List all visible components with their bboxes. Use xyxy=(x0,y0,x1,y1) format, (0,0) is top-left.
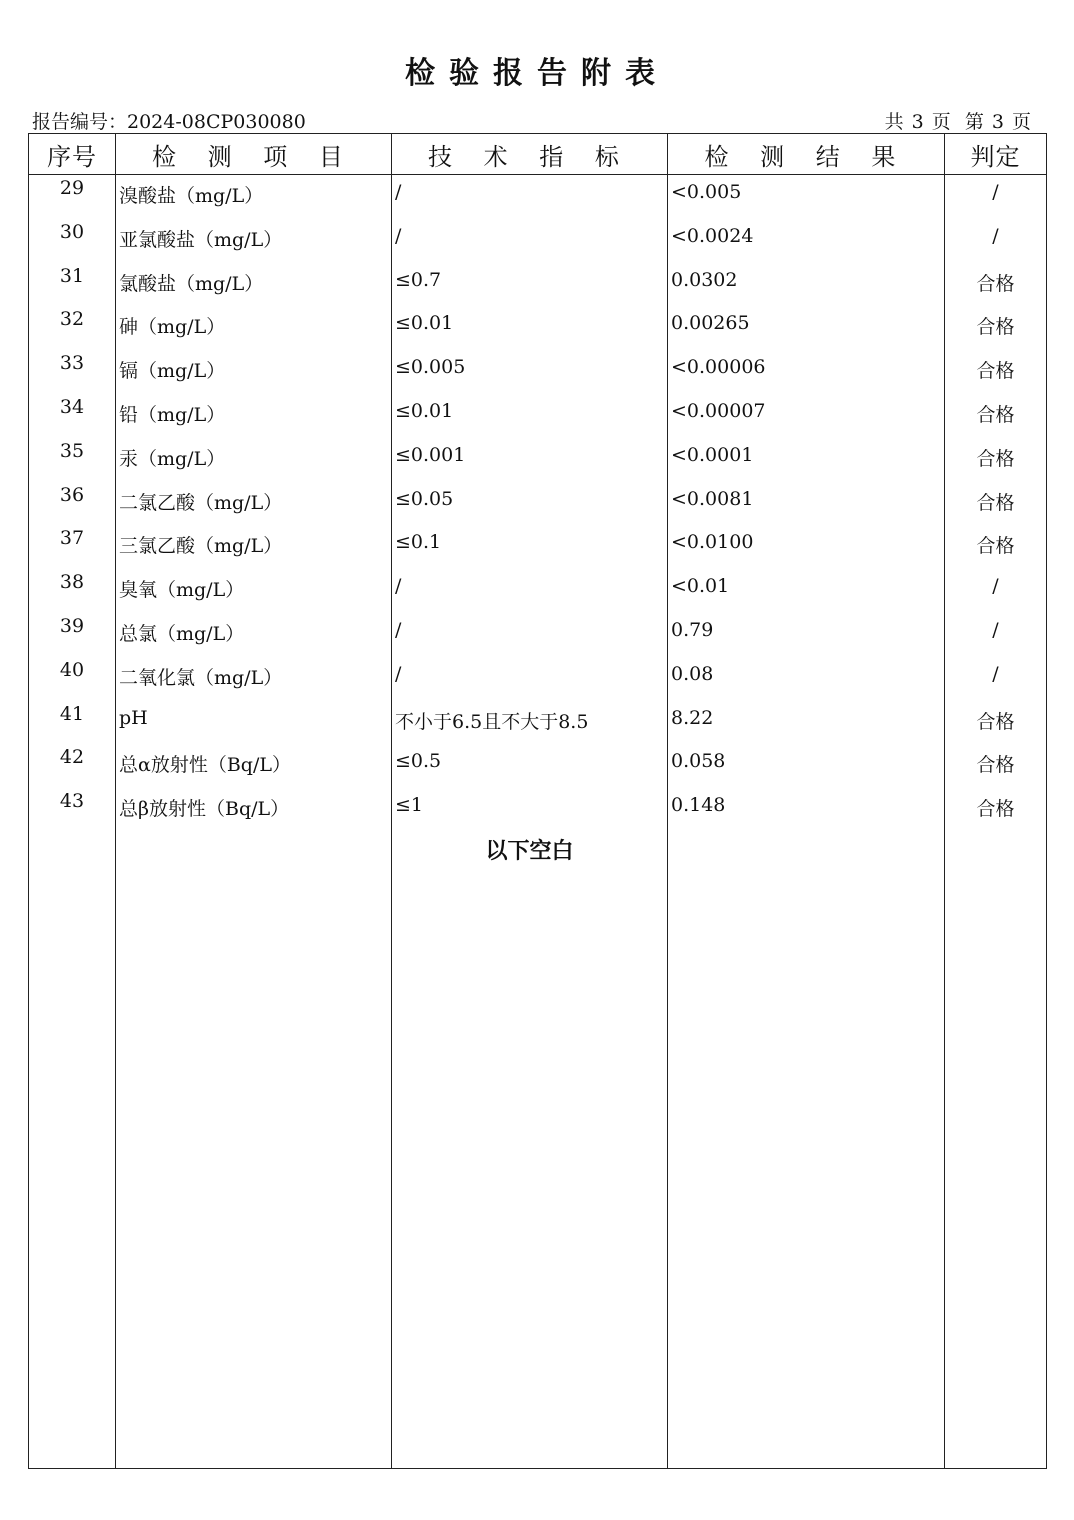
cell-judgement: 合格 xyxy=(945,482,1047,526)
cell-judgement: 合格 xyxy=(945,394,1047,438)
cell-result: <0.01 xyxy=(668,569,945,613)
table-row xyxy=(29,744,1047,788)
table-row xyxy=(29,482,1047,526)
cell-standard: / xyxy=(392,657,668,701)
table-row xyxy=(29,701,1047,745)
cell-item: 臭氧（mg/L） xyxy=(116,569,392,613)
empty-cell xyxy=(116,832,392,872)
cell-item: 砷（mg/L） xyxy=(116,306,392,350)
cell-judgement: 合格 xyxy=(945,306,1047,350)
cell-result: <0.0100 xyxy=(668,525,945,569)
table-row xyxy=(29,788,1047,832)
cell-result: 0.058 xyxy=(668,744,945,788)
filler-row xyxy=(29,872,1047,1469)
empty-cell xyxy=(668,832,945,872)
cell-seq: 41 xyxy=(29,701,116,745)
blank-note: 以下空白 xyxy=(485,838,574,864)
header-result: 检 测 结 果 xyxy=(668,134,945,175)
empty-cell xyxy=(29,872,116,1469)
blank-note-cell xyxy=(392,832,668,872)
cell-result: <0.0081 xyxy=(668,482,945,526)
cell-seq: 35 xyxy=(29,438,116,482)
table-row xyxy=(29,438,1047,482)
table-row xyxy=(29,306,1047,350)
header-standard: 技 术 指 标 xyxy=(392,134,668,175)
table-row xyxy=(29,263,1047,307)
page-total: 共 3 页 xyxy=(884,111,952,133)
page-indicator xyxy=(879,107,1032,134)
cell-judgement: / xyxy=(945,175,1047,219)
cell-standard: ≤0.5 xyxy=(392,744,668,788)
page-current: 第 3 页 xyxy=(964,111,1032,133)
cell-result: <0.00007 xyxy=(668,394,945,438)
cell-standard: ≤0.001 xyxy=(392,438,668,482)
header-judgement: 判定 xyxy=(945,134,1047,175)
empty-cell xyxy=(945,872,1047,1469)
cell-item: 汞（mg/L） xyxy=(116,438,392,482)
cell-seq: 38 xyxy=(29,569,116,613)
cell-standard: ≤0.1 xyxy=(392,525,668,569)
cell-judgement: 合格 xyxy=(945,263,1047,307)
cell-judgement: 合格 xyxy=(945,350,1047,394)
cell-judgement: 合格 xyxy=(945,744,1047,788)
empty-cell xyxy=(29,832,116,872)
cell-result: 0.08 xyxy=(668,657,945,701)
header-item: 检 测 项 目 xyxy=(116,134,392,175)
cell-standard: ≤0.01 xyxy=(392,394,668,438)
report-number: 报告编号：2024-08CP030080 xyxy=(32,111,306,133)
cell-standard: / xyxy=(392,219,668,263)
cell-judgement: 合格 xyxy=(945,525,1047,569)
table-row xyxy=(29,350,1047,394)
cell-result: 0.0302 xyxy=(668,263,945,307)
cell-item: 总α放射性（Bq/L） xyxy=(116,744,392,788)
cell-standard: / xyxy=(392,569,668,613)
cell-seq: 32 xyxy=(29,306,116,350)
table-row xyxy=(29,394,1047,438)
cell-item: 氯酸盐（mg/L） xyxy=(116,263,392,307)
cell-judgement: 合格 xyxy=(945,438,1047,482)
cell-seq: 33 xyxy=(29,350,116,394)
cell-item: 亚氯酸盐（mg/L） xyxy=(116,219,392,263)
cell-standard: ≤0.005 xyxy=(392,350,668,394)
cell-seq: 43 xyxy=(29,788,116,832)
table-row xyxy=(29,613,1047,657)
cell-judgement: / xyxy=(945,657,1047,701)
cell-standard: ≤0.7 xyxy=(392,263,668,307)
table-row xyxy=(29,175,1047,219)
cell-seq: 37 xyxy=(29,525,116,569)
cell-standard: ≤1 xyxy=(392,788,668,832)
cell-result: 0.79 xyxy=(668,613,945,657)
cell-item: 二氧化氯（mg/L） xyxy=(116,657,392,701)
cell-standard: 不小于6.5且不大于8.5 xyxy=(392,701,668,745)
cell-seq: 29 xyxy=(29,175,116,219)
cell-judgement: 合格 xyxy=(945,788,1047,832)
cell-standard: / xyxy=(392,613,668,657)
table-row xyxy=(29,525,1047,569)
cell-seq: 34 xyxy=(29,394,116,438)
cell-item: 三氯乙酸（mg/L） xyxy=(116,525,392,569)
cell-seq: 31 xyxy=(29,263,116,307)
cell-seq: 42 xyxy=(29,744,116,788)
empty-cell xyxy=(116,872,392,1469)
blank-row xyxy=(29,832,1047,872)
cell-result: 8.22 xyxy=(668,701,945,745)
cell-item: 铅（mg/L） xyxy=(116,394,392,438)
empty-cell xyxy=(945,832,1047,872)
cell-seq: 36 xyxy=(29,482,116,526)
empty-cell xyxy=(392,872,668,1469)
cell-judgement: / xyxy=(945,569,1047,613)
table-row xyxy=(29,569,1047,613)
table-header-row xyxy=(29,134,1047,175)
cell-standard: ≤0.01 xyxy=(392,306,668,350)
cell-judgement: / xyxy=(945,613,1047,657)
table-row xyxy=(29,657,1047,701)
header-seq: 序号 xyxy=(29,134,116,175)
cell-seq: 30 xyxy=(29,219,116,263)
cell-judgement: 合格 xyxy=(945,701,1047,745)
cell-item: 总氯（mg/L） xyxy=(116,613,392,657)
cell-result: 0.148 xyxy=(668,788,945,832)
report-title: 检验报告附表 xyxy=(405,56,669,91)
cell-item: 总β放射性（Bq/L） xyxy=(116,788,392,832)
cell-seq: 39 xyxy=(29,613,116,657)
cell-result: <0.0001 xyxy=(668,438,945,482)
cell-seq: 40 xyxy=(29,657,116,701)
empty-cell xyxy=(668,872,945,1469)
cell-result: <0.0024 xyxy=(668,219,945,263)
cell-result: <0.00006 xyxy=(668,350,945,394)
cell-item: 溴酸盐（mg/L） xyxy=(116,175,392,219)
table-row xyxy=(29,219,1047,263)
cell-item: 二氯乙酸（mg/L） xyxy=(116,482,392,526)
cell-judgement: / xyxy=(945,219,1047,263)
cell-result: <0.005 xyxy=(668,175,945,219)
cell-standard: / xyxy=(392,175,668,219)
cell-result: 0.00265 xyxy=(668,306,945,350)
results-table xyxy=(28,133,1047,1469)
cell-standard: ≤0.05 xyxy=(392,482,668,526)
cell-item: pH xyxy=(116,701,392,745)
cell-item: 镉（mg/L） xyxy=(116,350,392,394)
